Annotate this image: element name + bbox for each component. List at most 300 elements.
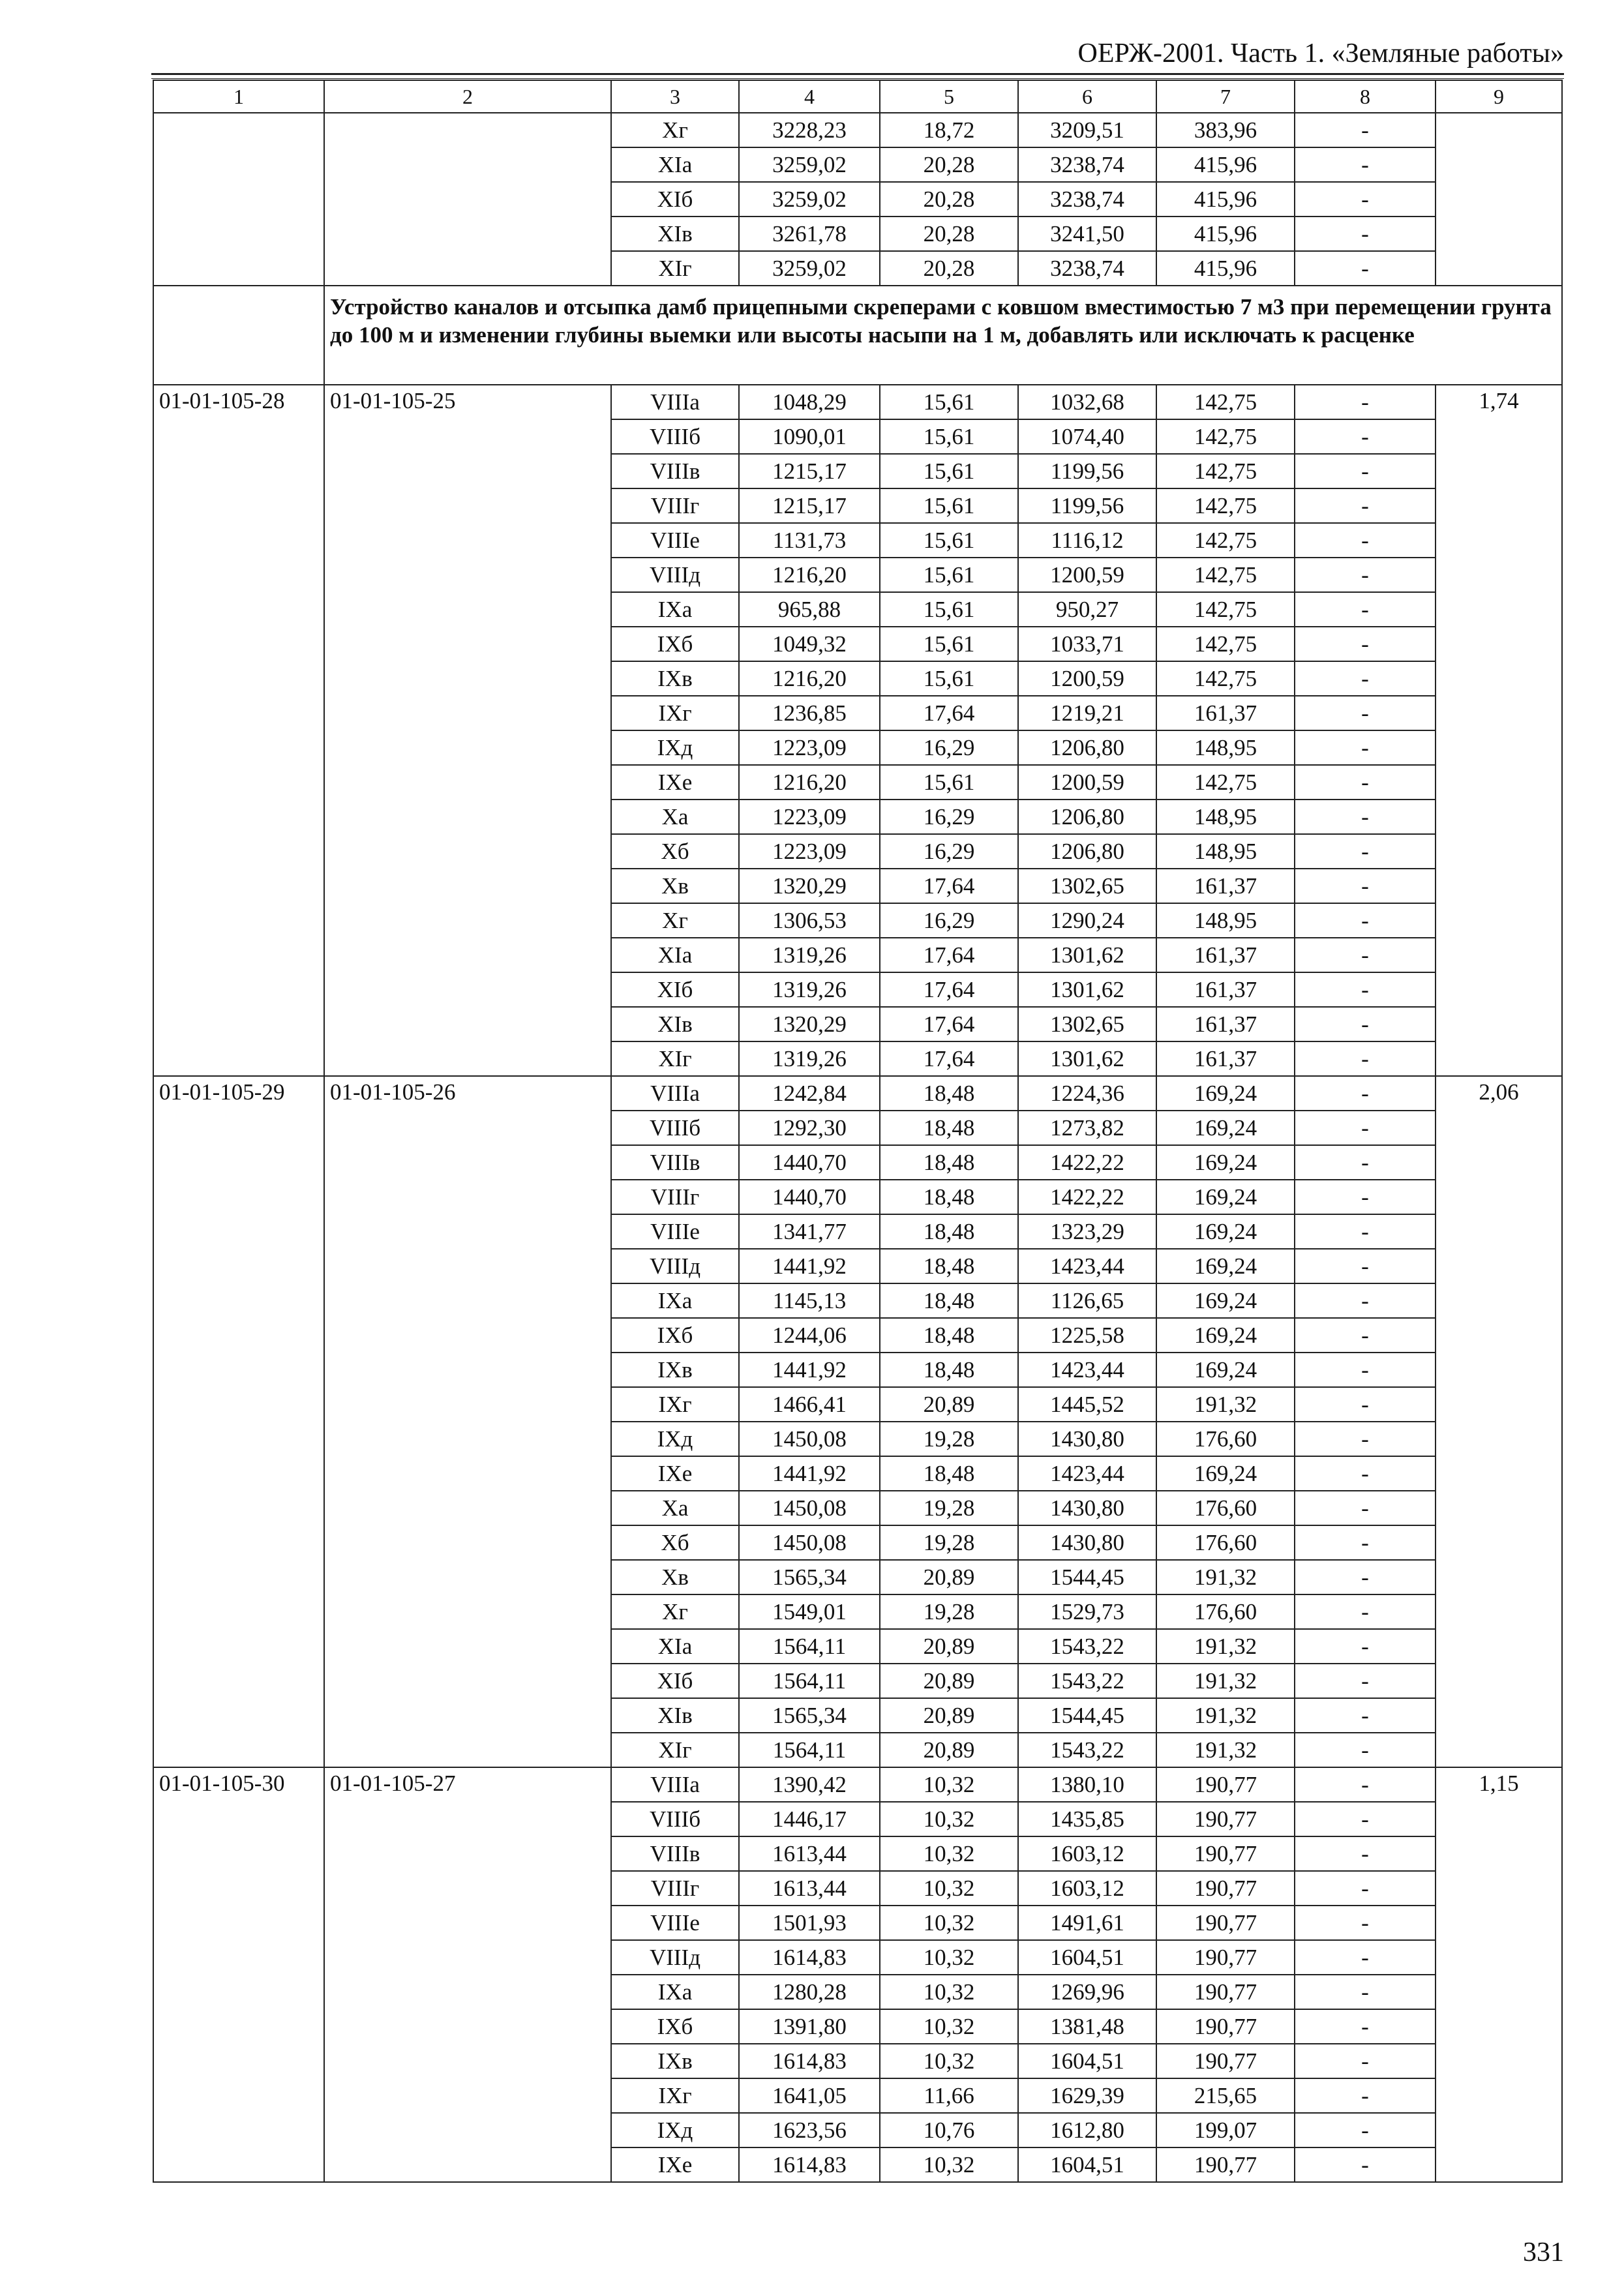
table-cell: 190,77 <box>1156 1802 1295 1836</box>
table-cell: 965,88 <box>739 592 880 627</box>
table-cell: 20,89 <box>880 1387 1018 1422</box>
table-cell: 415,96 <box>1156 147 1295 182</box>
table-cell: IXб <box>611 1318 739 1353</box>
table-cell: 18,48 <box>880 1076 1018 1111</box>
table-cell: 169,24 <box>1156 1076 1295 1111</box>
base-rate-code: 01-01-105-26 <box>324 1076 611 1767</box>
table-cell: 1623,56 <box>739 2113 880 2147</box>
table-cell: XIа <box>611 147 739 182</box>
table-cell: 3238,74 <box>1018 251 1156 286</box>
table-cell: 190,77 <box>1156 1975 1295 2009</box>
column-number: 9 <box>1436 80 1562 113</box>
table-cell: 18,72 <box>880 113 1018 147</box>
table-cell: - <box>1295 1318 1436 1353</box>
table-cell: 1090,01 <box>739 419 880 454</box>
document-title: ОЕРЖ-2001. Часть 1. «Земляные работы» <box>1077 38 1564 68</box>
table-cell: 1543,22 <box>1018 1629 1156 1664</box>
table-cell: 142,75 <box>1156 765 1295 800</box>
table-cell: 10,32 <box>880 1802 1018 1836</box>
table-cell: 1244,06 <box>739 1318 880 1353</box>
table-cell: - <box>1295 558 1436 592</box>
table-cell: 169,24 <box>1156 1111 1295 1145</box>
table-cell: 3259,02 <box>739 251 880 286</box>
table-cell: 1199,56 <box>1018 488 1156 523</box>
table-cell: - <box>1295 1733 1436 1767</box>
section-title-row <box>153 286 1562 385</box>
table-cell: 415,96 <box>1156 217 1295 251</box>
table-cell: 10,32 <box>880 1836 1018 1871</box>
table-cell: - <box>1295 1007 1436 1041</box>
table-cell: VIIIе <box>611 523 739 558</box>
table-cell: - <box>1295 592 1436 627</box>
table-cell: 18,48 <box>880 1214 1018 1249</box>
base-cell-empty <box>324 113 611 286</box>
header-rule <box>151 73 1564 75</box>
table-cell: XIг <box>611 1733 739 1767</box>
table-cell: 169,24 <box>1156 1180 1295 1214</box>
table-cell: 1323,29 <box>1018 1214 1156 1249</box>
table-cell: 215,65 <box>1156 2078 1295 2113</box>
table-cell: 1290,24 <box>1018 903 1156 938</box>
table-cell: 1544,45 <box>1018 1698 1156 1733</box>
table-cell: - <box>1295 938 1436 972</box>
table-cell: 142,75 <box>1156 385 1295 419</box>
table-cell: - <box>1295 1422 1436 1456</box>
table-cell: - <box>1295 1456 1436 1491</box>
table-cell: 1302,65 <box>1018 869 1156 903</box>
table-cell: 1236,85 <box>739 696 880 730</box>
table-cell: VIIIе <box>611 1906 739 1940</box>
table-cell: 950,27 <box>1018 592 1156 627</box>
table-cell: - <box>1295 1664 1436 1698</box>
table-cell: 191,32 <box>1156 1733 1295 1767</box>
table-cell: XIб <box>611 1664 739 1698</box>
table-cell: - <box>1295 972 1436 1007</box>
table-cell: 18,48 <box>880 1456 1018 1491</box>
coefficient: 2,06 <box>1436 1076 1562 1767</box>
table-cell: 1200,59 <box>1018 558 1156 592</box>
table-cell: 16,29 <box>880 800 1018 834</box>
table-cell: VIIIб <box>611 419 739 454</box>
table-cell: 1215,17 <box>739 454 880 488</box>
table-cell: 169,24 <box>1156 1214 1295 1249</box>
table-cell: - <box>1295 1594 1436 1629</box>
table-cell: 1440,70 <box>739 1145 880 1180</box>
table-cell: IXв <box>611 661 739 696</box>
table-cell: 19,28 <box>880 1594 1018 1629</box>
table-cell: XIа <box>611 1629 739 1664</box>
table-cell: 1206,80 <box>1018 730 1156 765</box>
table-cell: - <box>1295 1041 1436 1076</box>
table-cell: 10,32 <box>880 2044 1018 2078</box>
table-cell: VIIIб <box>611 1802 739 1836</box>
table-cell: 142,75 <box>1156 454 1295 488</box>
table-cell: IXг <box>611 696 739 730</box>
table-cell: 1319,26 <box>739 972 880 1007</box>
table-cell: 1320,29 <box>739 1007 880 1041</box>
table-cell: 161,37 <box>1156 869 1295 903</box>
table-cell: - <box>1295 834 1436 869</box>
table-cell: IXд <box>611 730 739 765</box>
table-cell: - <box>1295 1975 1436 2009</box>
table-cell: 191,32 <box>1156 1698 1295 1733</box>
column-number: 1 <box>153 80 324 113</box>
table-cell: 1116,12 <box>1018 523 1156 558</box>
column-number: 6 <box>1018 80 1156 113</box>
table-cell: 1604,51 <box>1018 1940 1156 1975</box>
table-cell: 19,28 <box>880 1525 1018 1560</box>
header-rule-thin <box>151 78 1564 79</box>
table-cell: 3228,23 <box>739 113 880 147</box>
table-cell: 1319,26 <box>739 938 880 972</box>
table-cell: - <box>1295 1214 1436 1249</box>
table-cell: 1341,77 <box>739 1214 880 1249</box>
rates-table <box>153 80 1563 2183</box>
table-cell: VIIIа <box>611 385 739 419</box>
table-cell: - <box>1295 765 1436 800</box>
table-row <box>153 113 1562 147</box>
table-cell: VIIIе <box>611 1214 739 1249</box>
table-cell: 1614,83 <box>739 1940 880 1975</box>
table-cell: IXа <box>611 1975 739 2009</box>
table-cell: 1629,39 <box>1018 2078 1156 2113</box>
table-cell: 1529,73 <box>1018 1594 1156 1629</box>
table-cell: 11,66 <box>880 2078 1018 2113</box>
table-cell: - <box>1295 147 1436 182</box>
table-cell: XIа <box>611 938 739 972</box>
table-cell: 18,48 <box>880 1111 1018 1145</box>
table-cell: IXг <box>611 2078 739 2113</box>
table-cell: - <box>1295 2044 1436 2078</box>
rate-code: 01-01-105-29 <box>153 1076 324 1767</box>
table-cell: Xв <box>611 1560 739 1594</box>
code-cell-empty <box>153 113 324 286</box>
table-row <box>153 385 1562 419</box>
page-number: 331 <box>1523 2237 1564 2267</box>
table-cell: 18,48 <box>880 1249 1018 1283</box>
table-cell: 1319,26 <box>739 1041 880 1076</box>
table-cell: 1200,59 <box>1018 765 1156 800</box>
table-cell: 3241,50 <box>1018 217 1156 251</box>
table-cell: VIIIд <box>611 1940 739 1975</box>
table-cell: - <box>1295 1145 1436 1180</box>
table-cell: IXв <box>611 1353 739 1387</box>
table-cell: 1380,10 <box>1018 1767 1156 1802</box>
table-cell: 1302,65 <box>1018 1007 1156 1041</box>
table-cell: 148,95 <box>1156 730 1295 765</box>
table-cell: VIIIа <box>611 1767 739 1802</box>
table-cell: 1564,11 <box>739 1733 880 1767</box>
coefficient: 1,15 <box>1436 1767 1562 2182</box>
table-cell: 3259,02 <box>739 182 880 217</box>
table-cell: 161,37 <box>1156 696 1295 730</box>
table-cell: - <box>1295 2078 1436 2113</box>
table-cell: 1273,82 <box>1018 1111 1156 1145</box>
table-cell: 1032,68 <box>1018 385 1156 419</box>
table-cell: - <box>1295 1249 1436 1283</box>
table-cell: 161,37 <box>1156 972 1295 1007</box>
table-cell: 10,76 <box>880 2113 1018 2147</box>
table-cell: 1126,65 <box>1018 1283 1156 1318</box>
table-cell: - <box>1295 1180 1436 1214</box>
table-cell: - <box>1295 1906 1436 1940</box>
table-cell: 1131,73 <box>739 523 880 558</box>
table-cell: 1391,80 <box>739 2009 880 2044</box>
table-cell: VIIIа <box>611 1076 739 1111</box>
table-cell: IXа <box>611 1283 739 1318</box>
table-cell: 1320,29 <box>739 869 880 903</box>
table-cell: 1564,11 <box>739 1664 880 1698</box>
table-cell: XIв <box>611 1007 739 1041</box>
table-cell: 1430,80 <box>1018 1525 1156 1560</box>
table-cell: 191,32 <box>1156 1629 1295 1664</box>
table-cell: 190,77 <box>1156 1767 1295 1802</box>
table-cell: 176,60 <box>1156 1422 1295 1456</box>
table-cell: 415,96 <box>1156 251 1295 286</box>
table-cell: 190,77 <box>1156 1871 1295 1906</box>
table-cell: 1466,41 <box>739 1387 880 1422</box>
table-cell: 1564,11 <box>739 1629 880 1664</box>
table-cell: 1613,44 <box>739 1871 880 1906</box>
table-cell: 142,75 <box>1156 488 1295 523</box>
column-number: 7 <box>1156 80 1295 113</box>
table-cell: 19,28 <box>880 1491 1018 1525</box>
table-cell: 1301,62 <box>1018 972 1156 1007</box>
table-cell: 142,75 <box>1156 592 1295 627</box>
table-cell: - <box>1295 1629 1436 1664</box>
table-cell: 16,29 <box>880 834 1018 869</box>
table-cell: 3259,02 <box>739 147 880 182</box>
table-cell: 3238,74 <box>1018 182 1156 217</box>
table-cell: VIIIг <box>611 1871 739 1906</box>
table-cell: - <box>1295 385 1436 419</box>
table-cell: - <box>1295 1353 1436 1387</box>
table-cell: 15,61 <box>880 592 1018 627</box>
table-cell: - <box>1295 2009 1436 2044</box>
table-cell: IXб <box>611 627 739 661</box>
table-cell: - <box>1295 1802 1436 1836</box>
table-row <box>153 1076 1562 1111</box>
table-cell: - <box>1295 2147 1436 2182</box>
table-cell: 1604,51 <box>1018 2044 1156 2078</box>
table-cell: 17,64 <box>880 1007 1018 1041</box>
table-cell: 1280,28 <box>739 1975 880 2009</box>
table-cell: 1200,59 <box>1018 661 1156 696</box>
table-cell: Xв <box>611 869 739 903</box>
table-cell: 161,37 <box>1156 1041 1295 1076</box>
table-cell: 1641,05 <box>739 2078 880 2113</box>
table-cell: 190,77 <box>1156 1940 1295 1975</box>
table-cell: - <box>1295 661 1436 696</box>
table-cell: 18,48 <box>880 1145 1018 1180</box>
table-cell: 20,28 <box>880 182 1018 217</box>
table-cell: XIг <box>611 1041 739 1076</box>
base-rate-code: 01-01-105-25 <box>324 385 611 1076</box>
table-cell: 1450,08 <box>739 1525 880 1560</box>
table-cell: 1223,09 <box>739 730 880 765</box>
table-cell: 1269,96 <box>1018 1975 1156 2009</box>
table-cell: - <box>1295 454 1436 488</box>
table-cell: 1612,80 <box>1018 2113 1156 2147</box>
table-cell: 1450,08 <box>739 1422 880 1456</box>
table-cell: - <box>1295 1525 1436 1560</box>
table-cell: 1614,83 <box>739 2044 880 2078</box>
table-cell: 1603,12 <box>1018 1871 1156 1906</box>
table-cell: - <box>1295 251 1436 286</box>
table-cell: - <box>1295 217 1436 251</box>
table-cell: 1565,34 <box>739 1698 880 1733</box>
table-cell: 383,96 <box>1156 113 1295 147</box>
table-cell: IXе <box>611 2147 739 2182</box>
table-cell: 169,24 <box>1156 1145 1295 1180</box>
table-cell: 1223,09 <box>739 800 880 834</box>
table-cell: 161,37 <box>1156 1007 1295 1041</box>
table-cell: - <box>1295 1871 1436 1906</box>
table-cell: 20,89 <box>880 1733 1018 1767</box>
table-cell: - <box>1295 800 1436 834</box>
table-cell: 176,60 <box>1156 1525 1295 1560</box>
table-cell: XIв <box>611 1698 739 1733</box>
table-cell: 10,32 <box>880 1975 1018 2009</box>
section-title: Устройство каналов и отсыпка дамб прицепными скреперами с ковшом вместимостью 7 м3 при перемещении грунта до 100 м и изменении глубины выемки или высоты насыпи на 1 м, добавлять или исключать к расценке <box>324 286 1562 385</box>
table-cell: 176,60 <box>1156 1491 1295 1525</box>
table-cell: Xа <box>611 1491 739 1525</box>
table-cell: 1306,53 <box>739 903 880 938</box>
table-cell: 1423,44 <box>1018 1456 1156 1491</box>
table-cell: 1292,30 <box>739 1111 880 1145</box>
table-cell: 1224,36 <box>1018 1076 1156 1111</box>
table-cell: - <box>1295 1940 1436 1975</box>
table-cell: 18,48 <box>880 1283 1018 1318</box>
table-cell: - <box>1295 1283 1436 1318</box>
table-cell: 1614,83 <box>739 2147 880 2182</box>
table-cell: 1225,58 <box>1018 1318 1156 1353</box>
table-cell: 10,32 <box>880 1767 1018 1802</box>
table-cell: 1390,42 <box>739 1767 880 1802</box>
table-cell: 1048,29 <box>739 385 880 419</box>
table-cell: 18,48 <box>880 1318 1018 1353</box>
table-cell: VIIIд <box>611 1249 739 1283</box>
table-cell: Xг <box>611 113 739 147</box>
table-body <box>153 80 1562 2182</box>
table-cell: IXв <box>611 2044 739 2078</box>
table-cell: VIIIв <box>611 1145 739 1180</box>
table-cell: IXб <box>611 2009 739 2044</box>
table-cell: 1301,62 <box>1018 1041 1156 1076</box>
table-cell: 1216,20 <box>739 558 880 592</box>
table-cell: 142,75 <box>1156 627 1295 661</box>
table-cell: 190,77 <box>1156 1906 1295 1940</box>
column-number: 4 <box>739 80 880 113</box>
table-cell: IXе <box>611 1456 739 1491</box>
table-cell: 15,61 <box>880 523 1018 558</box>
table-cell: 1604,51 <box>1018 2147 1156 2182</box>
table-cell: 1049,32 <box>739 627 880 661</box>
table-cell: VIIIд <box>611 558 739 592</box>
column-number: 8 <box>1295 80 1436 113</box>
table-cell: 148,95 <box>1156 903 1295 938</box>
column-number-row <box>153 80 1562 113</box>
table-cell: - <box>1295 1076 1436 1111</box>
table-cell: XIв <box>611 217 739 251</box>
table-cell: 1381,48 <box>1018 2009 1156 2044</box>
table-cell: 15,61 <box>880 385 1018 419</box>
table-cell: 15,61 <box>880 627 1018 661</box>
table-cell: 142,75 <box>1156 419 1295 454</box>
table-cell: - <box>1295 488 1436 523</box>
table-cell: 15,61 <box>880 419 1018 454</box>
table-cell: 1206,80 <box>1018 800 1156 834</box>
table-cell: 1441,92 <box>739 1249 880 1283</box>
table-cell: 169,24 <box>1156 1353 1295 1387</box>
table-cell: 1501,93 <box>739 1906 880 1940</box>
table-cell: Xа <box>611 800 739 834</box>
table-cell: 20,28 <box>880 251 1018 286</box>
table-cell: - <box>1295 182 1436 217</box>
table-cell: - <box>1295 1767 1436 1802</box>
column-number: 2 <box>324 80 611 113</box>
table-cell: 15,61 <box>880 661 1018 696</box>
table-cell: XIг <box>611 251 739 286</box>
table-cell: - <box>1295 113 1436 147</box>
table-cell: 1301,62 <box>1018 938 1156 972</box>
table-cell: 17,64 <box>880 696 1018 730</box>
table-cell: Xг <box>611 903 739 938</box>
table-cell: 1430,80 <box>1018 1491 1156 1525</box>
table-cell: 1074,40 <box>1018 419 1156 454</box>
table-cell: 1543,22 <box>1018 1733 1156 1767</box>
table-cell: 1543,22 <box>1018 1664 1156 1698</box>
table-cell: 20,28 <box>880 217 1018 251</box>
table-cell: 191,32 <box>1156 1560 1295 1594</box>
table-cell: 415,96 <box>1156 182 1295 217</box>
table-cell: - <box>1295 1111 1436 1145</box>
table-cell: 1549,01 <box>739 1594 880 1629</box>
table-cell: 16,29 <box>880 730 1018 765</box>
table-cell: 16,29 <box>880 903 1018 938</box>
table-cell: 1145,13 <box>739 1283 880 1318</box>
table-cell: 176,60 <box>1156 1594 1295 1629</box>
table-cell: 1603,12 <box>1018 1836 1156 1871</box>
table-cell: 20,89 <box>880 1664 1018 1698</box>
table-cell: 1440,70 <box>739 1180 880 1214</box>
table-cell: 17,64 <box>880 869 1018 903</box>
table-cell: 1450,08 <box>739 1491 880 1525</box>
table-cell: 18,48 <box>880 1353 1018 1387</box>
table-cell: 10,32 <box>880 1906 1018 1940</box>
table-cell: IXд <box>611 1422 739 1456</box>
table-cell: 10,32 <box>880 2009 1018 2044</box>
table-cell: 1422,22 <box>1018 1145 1156 1180</box>
table-cell: 15,61 <box>880 765 1018 800</box>
table-cell: 1445,52 <box>1018 1387 1156 1422</box>
table-cell: 1216,20 <box>739 765 880 800</box>
table-cell: - <box>1295 523 1436 558</box>
table-cell: 1435,85 <box>1018 1802 1156 1836</box>
column-number: 3 <box>611 80 739 113</box>
table-cell: - <box>1295 903 1436 938</box>
table-cell: 20,89 <box>880 1698 1018 1733</box>
table-cell: 142,75 <box>1156 661 1295 696</box>
table-cell: - <box>1295 730 1436 765</box>
table-cell: VIIIб <box>611 1111 739 1145</box>
table-row <box>153 1767 1562 1802</box>
coef-cell-empty <box>1436 113 1562 286</box>
table-cell: 19,28 <box>880 1422 1018 1456</box>
table-cell: 3209,51 <box>1018 113 1156 147</box>
table-cell: 10,32 <box>880 1940 1018 1975</box>
table-cell: 169,24 <box>1156 1283 1295 1318</box>
